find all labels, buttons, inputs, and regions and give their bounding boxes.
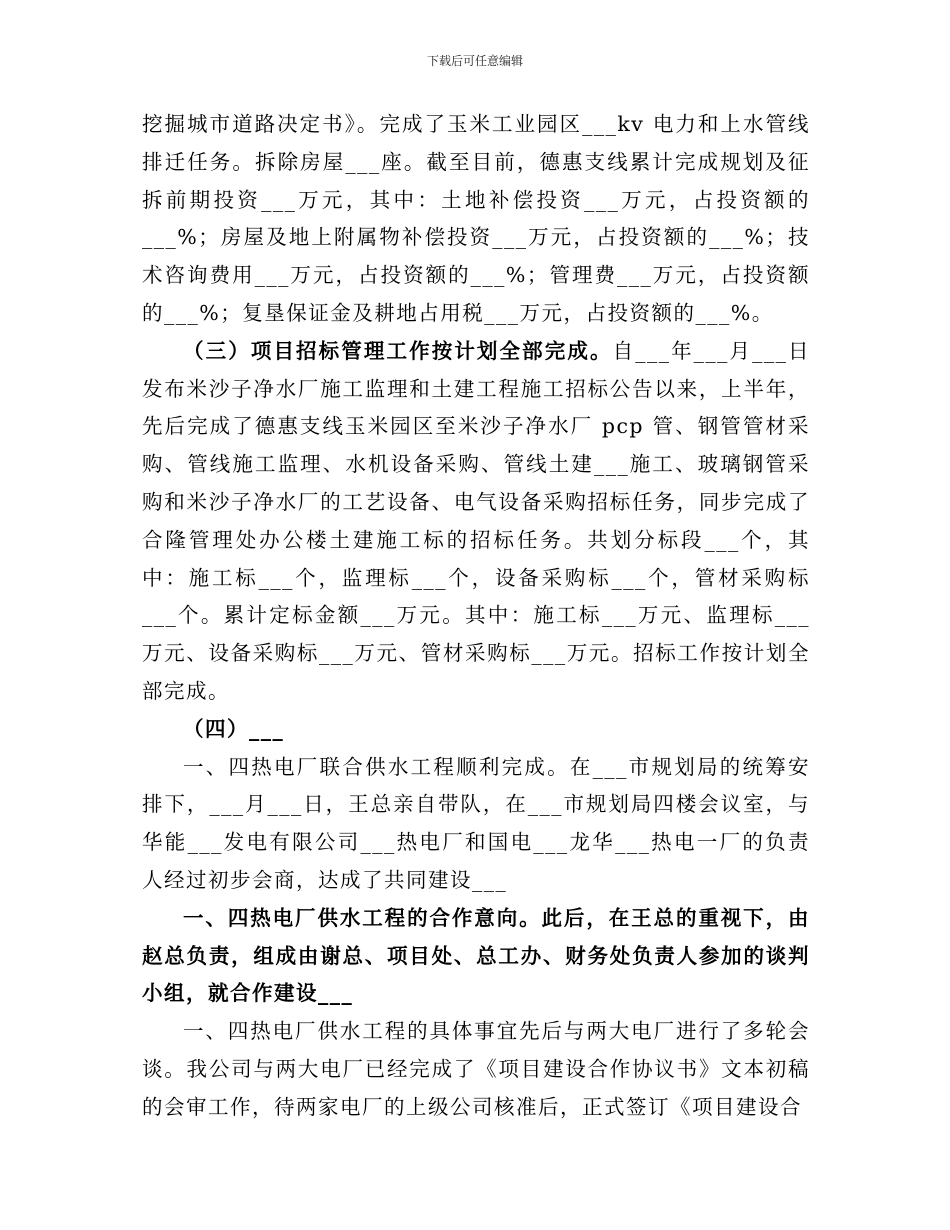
paragraph-cooperation-intent: 一、四热电厂供水工程的合作意向。此后，在王总的重视下，由赵总负责，组成由谢总、项目处、总工办、财务处负责人参加的谈判小组，就合作建设___	[142, 905, 810, 1006]
section-heading-bidding: （三）项目招标管理工作按计划全部完成。	[183, 338, 613, 363]
paragraph-bidding	[142, 333, 810, 711]
section-heading-four: （四）___	[183, 716, 285, 741]
paragraph-negotiation: 一、四热电厂供水工程的具体事宜先后与两大电厂进行了多轮会谈。我公司与两大电厂已经完成了《项目建设合作协议书》文本初稿的会审工作，待两家电厂的上级公司核准后，正式签订《项目建设合	[142, 1019, 810, 1119]
page-header: 下载后可任意编辑	[426, 54, 523, 68]
paragraph-investment-summary: 挖掘城市道路决定书》。完成了玉米工业园区___kv 电力和上水管线排迁任务。拆除房屋___座。截至目前，德惠支线累计完成规划及征拆前期投资___万元，其中：土地补偿投资___万元，占投资额的___%；房屋及地上附属物补偿投资___万元，占投资额的___%；技术咨询费用___万元，占投资额的___%；管理费___万元，占投资额的___%；复垦保证金及耕地占用税___万元，占投资额的___%。	[142, 112, 810, 325]
document-body	[142, 106, 810, 1127]
paragraph-bidding-text: 自___年___月___日发布米沙子净水厂施工监理和土建工程施工招标公告以来，上半年，先后完成了德惠支线玉米园区至米沙子净水厂 pcp 管、钢管管材采购、管线施工监理、水机设备采购、管线土建___施工、玻璃钢管采购和米沙子净水厂的工艺设备、电气设备采购招标任务，同步完成了合隆管理处办公楼土建施工标的招标任务。共划分标段___个，其中：施工标___个，监理标___个，设备采购标___个，管材采购标___个。累计定标金额___万元。其中：施工标___万元、监理标___万元、设备采购标___万元、管材采购标___万元。招标工作按计划全部完成。	[142, 338, 811, 703]
paragraph-power-plant-project: 一、四热电厂联合供水工程顺利完成。在___市规划局的统筹安排下，___月___日，王总亲自带队，在___市规划局四楼会议室，与华能___发电有限公司___热电厂和国电___龙华___热电一厂的负责人经过初步会商，达成了共同建设___	[142, 754, 810, 892]
